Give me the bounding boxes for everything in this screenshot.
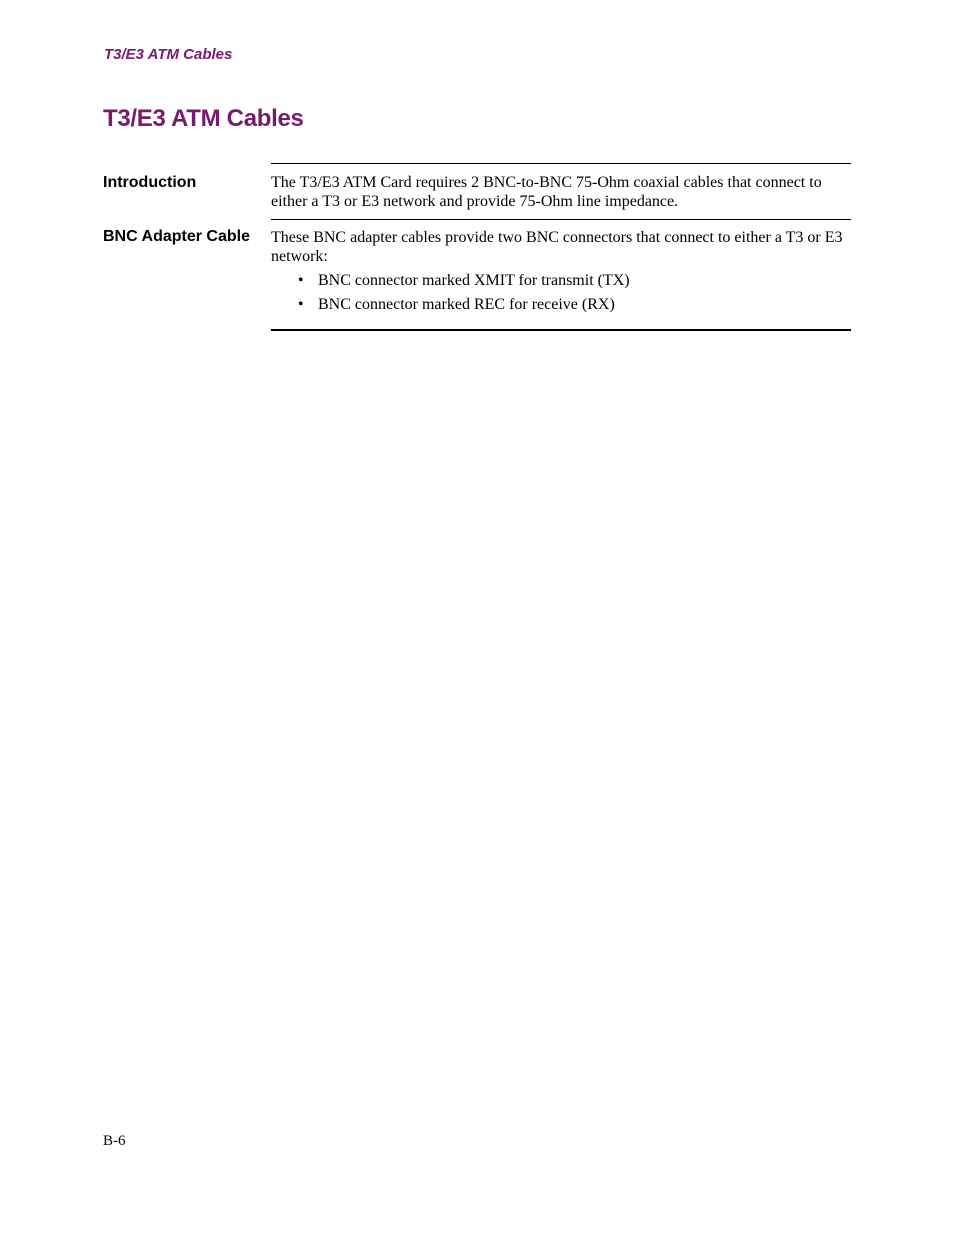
bullet-list [271, 271, 851, 314]
list-item [271, 271, 851, 290]
page-title: T3/E3 ATM Cables [103, 105, 304, 132]
section-body-introduction [271, 163, 851, 220]
bullet-icon: • [298, 296, 304, 313]
bnc-paragraph: These BNC adapter cables provide two BNC connectors that connect to either a T3 or E3 network: [271, 229, 843, 265]
section-label-bnc-adapter-cable: BNC Adapter Cable [103, 228, 250, 245]
bullet-icon: • [298, 272, 304, 289]
section-body-bnc-adapter-cable [271, 219, 851, 331]
list-item-text: BNC connector marked REC for receive (RX) [318, 296, 615, 313]
running-header: T3/E3 ATM Cables [104, 46, 233, 63]
list-item [271, 295, 851, 314]
introduction-paragraph: The T3/E3 ATM Card requires 2 BNC-to-BNC 75-Ohm coaxial cables that connect to either a T3 or E3 network and provide 75-Ohm line impedance. [271, 174, 822, 210]
page-number: B-6 [103, 1133, 126, 1149]
list-item-text: BNC connector marked XMIT for transmit (TX) [318, 272, 630, 289]
section-label-introduction: Introduction [103, 174, 197, 191]
